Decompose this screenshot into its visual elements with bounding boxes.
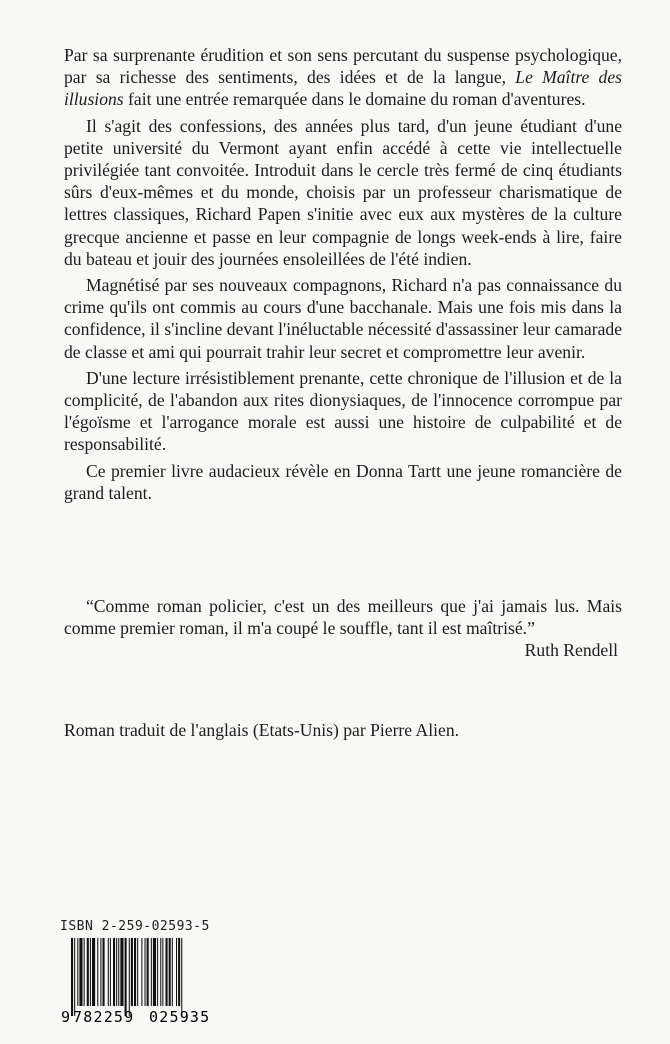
- barcode-bar: [97, 938, 98, 1006]
- blurb-paragraph-4: D'une lecture irrésistiblement prenante, cette chronique de l'illusion et de la complicité, de l'abandon aux rites dionysiaques, de l'innocence corrompue par l'égoïsme et l'arrogance morale est aussi une histoire de culpabilité et de responsabilité.: [64, 367, 622, 455]
- barcode-bar: [120, 938, 123, 1006]
- barcode-bar: [118, 938, 119, 1006]
- barcode-bar: [178, 938, 180, 1006]
- barcode-bar: [166, 938, 168, 1006]
- barcode-digits-right: 025935: [149, 1008, 211, 1024]
- review-quote: [64, 595, 622, 662]
- barcode-bar: [141, 938, 142, 1006]
- barcode-bar: [87, 938, 89, 1006]
- barcode-bar: [162, 938, 163, 1006]
- blurb-paragraph-3: Magnétisé par ses nouveaux compagnons, Richard n'a pas connaissance du crime qu'ils ont commis au cours d'une bacchanale. Mais une fois mis dans la confidence, il s'incline devant l'inéluctable nécessité d'assassiner leur camarade de classe et ami qui pourrait trahir leur secret et compromettre leur avenir.: [64, 275, 622, 362]
- barcode-bar: [110, 938, 111, 1006]
- blurb-paragraph-5: Ce premier livre audacieux révèle en Donna Tartt une jeune romancière de grand talent.: [64, 460, 622, 503]
- barcode-digits-left: 782259: [73, 1008, 135, 1024]
- barcode-bar: [100, 938, 101, 1006]
- isbn-label: ISBN 2-259-02593-5: [60, 919, 210, 934]
- barcode-bar: [74, 938, 75, 1016]
- translator-credit: Roman traduit de l'anglais (Etats-Unis) par Pierre Alien.: [64, 720, 460, 740]
- barcode-bar: [113, 938, 115, 1006]
- barcode-bar: [134, 938, 136, 1006]
- barcode-bar: [153, 938, 156, 1006]
- isbn-barcode: [60, 938, 228, 1024]
- barcode-bar: [145, 938, 146, 1006]
- blurb-paragraph-2: Il s'agit des confessions, des années plus tard, d'un jeune étudiant d'une petite université du Vermont ayant enfin accédé à cette vie intellectuelle privilégiée tant convoitée. Introduit dans le cercle très fermé de cinq étudiants sûrs d'eux-mêmes et du monde, choisis par un professeur charismatique de lettres classiques, Richard Papen s'initie avec eux aux mystères de la culture grecque ancienne et passe en leur compagnie de longs week-ends à lire, faire du bateau et jouir des journées ensoleillées de l'été indien.: [64, 115, 622, 269]
- barcode-bar: [151, 938, 152, 1006]
- book-title: Le Maître des illusions: [64, 67, 623, 110]
- blurb-p1-end: fait une entrée remarquée dans le domaine du roman d'aventures.: [123, 89, 586, 110]
- barcode-bar: [181, 938, 182, 1016]
- barcode-bar: [77, 938, 78, 1006]
- blurb-p1-start: Par sa surprenante érudition et son sens percutant du suspense psychologique, par sa richesse des sentiments, des idées et de la langue,: [64, 45, 622, 88]
- barcode-bar: [125, 938, 127, 1016]
- barcode-bar: [116, 938, 117, 1006]
- barcode-bar: [157, 938, 158, 1006]
- barcode-bar: [176, 938, 177, 1006]
- barcode-bar: [71, 938, 73, 1016]
- barcode-bar: [129, 938, 130, 1016]
- barcode-bar: [147, 938, 149, 1006]
- barcode-bar: [169, 938, 171, 1006]
- barcode-bar: [92, 938, 95, 1006]
- barcode-bar: [160, 938, 161, 1006]
- quote-text: “Comme roman policier, c'est un des meilleurs que j'ai jamais lus. Mais comme premier roman, il m'a coupé le souffle, tant il est maîtrisé.”: [64, 596, 622, 639]
- blurb-text: [64, 44, 622, 508]
- barcode-bar: [131, 938, 133, 1006]
- barcode-bar: [90, 938, 91, 1006]
- barcode-bar: [79, 938, 82, 1006]
- quote-author: Ruth Rendell: [524, 640, 618, 661]
- barcode-digit-lead: 9: [61, 1008, 71, 1024]
- barcode-bar: [172, 938, 173, 1006]
- barcode-bar: [84, 938, 85, 1006]
- barcode-bar: [108, 938, 109, 1006]
- barcode-bar: [103, 938, 105, 1006]
- barcode-bar: [137, 938, 138, 1006]
- barcode-bars: [71, 938, 182, 1016]
- blurb-paragraph-1: [64, 44, 622, 111]
